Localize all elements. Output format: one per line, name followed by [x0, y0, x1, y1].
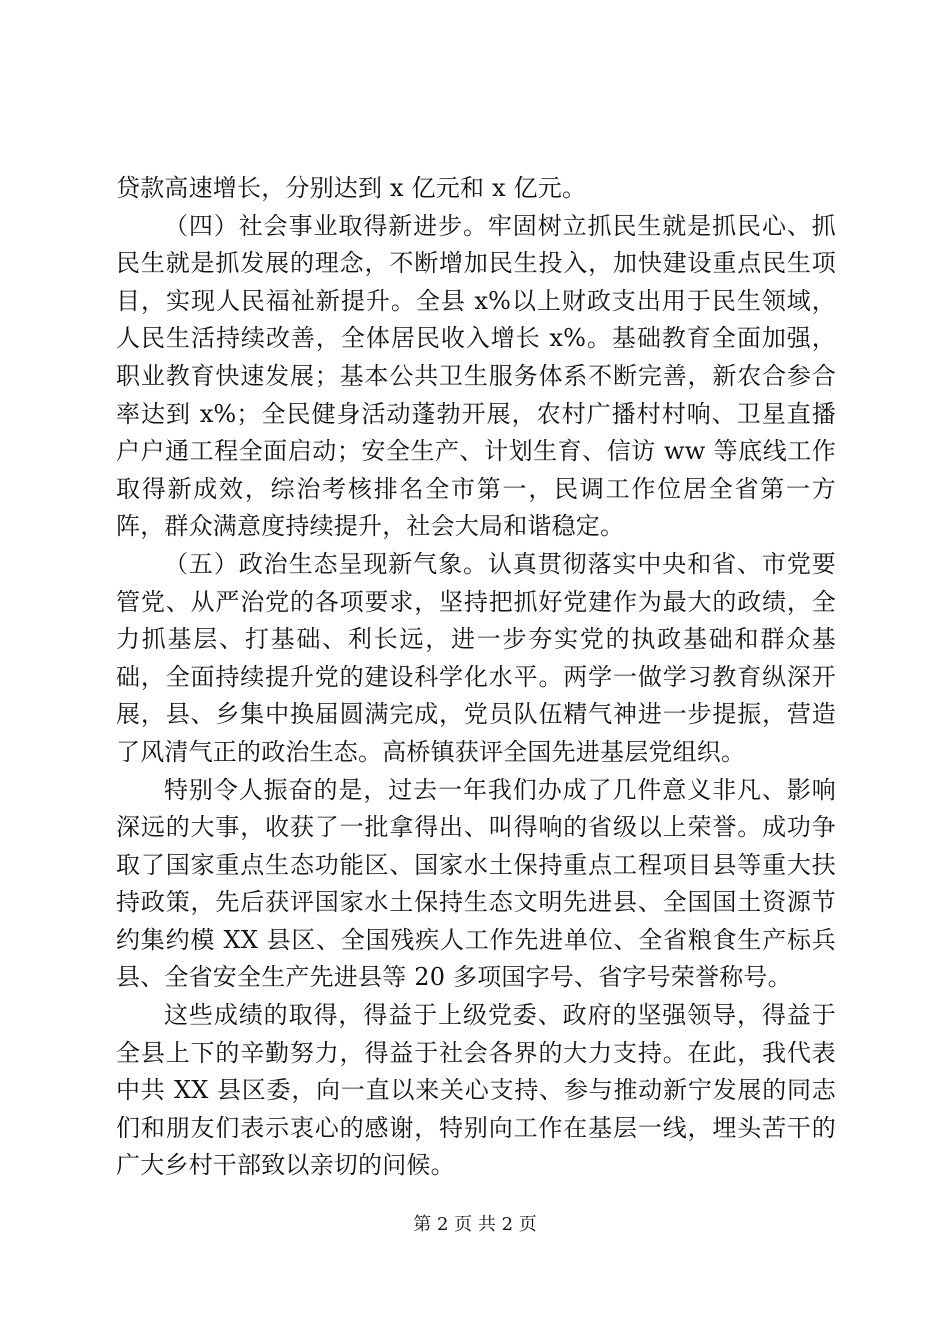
- paragraph-political-ecology: （五）政治生态呈现新气象。认真贯彻落实中央和省、市党要管党、从严治党的各项要求，坚持把抓好党建作为最大的政绩，全力抓基层、打基础、利长远，进一步夯实党的执政基础和群众基础，全面持续提升党的建设科学化水平。两学一做学习教育纵深开展，县、乡集中换届圆满完成，党员队伍精气神进一步提振，营造了风清气正的政治生态。高桥镇获评全国先进基层党组织。: [116, 549, 836, 766]
- paragraph-honors: 特别令人振奋的是，过去一年我们办成了几件意义非凡、影响深远的大事，收获了一批拿得出、叫得响的省级以上荣誉。成功争取了国家重点生态功能区、国家水土保持重点工程项目县等重大扶持政策，先后获评国家水土保持生态文明先进县、全国国土资源节约集约模 XX 县区、全国残疾人工作先进单位、全省粮食生产标兵县、全省安全生产先进县等 20 多项国字号、省字号荣誉称号。: [116, 775, 836, 992]
- document-body: [116, 170, 836, 1185]
- paragraph-social-affairs: （四）社会事业取得新进步。牢固树立抓民生就是抓民心、抓民生就是抓发展的理念，不断增加民生投入，加快建设重点民生项目，实现人民福祉新提升。全县 x%以上财政支出用于民生领域，人民生活持续改善，全体居民收入增长 x%。基础教育全面加强，职业教育快速发展；基本公共卫生服务体系不断完善，新农合参合率达到 x%；全民健身活动蓬勃开展，农村广播村村响、卫星直播户户通工程全面启动；安全生产、计划生育、信访 ww 等底线工作取得新成效，综治考核排名全市第一，民调工作位居全省第一方阵，群众满意度持续提升，社会大局和谐稳定。: [116, 211, 836, 541]
- page-number-footer: 第 2 页 共 2 页: [413, 1214, 537, 1235]
- paragraph-thanks: 这些成绩的取得，得益于上级党委、政府的坚强领导，得益于全县上下的辛勤努力，得益于社会各界的大力支持。在此，我代表中共 XX 县区委，向一直以来关心支持、参与推动新宁发展的同志们和朋友们表示衷心的感谢，特别向工作在基层一线，埋头苦干的广大乡村干部致以亲切的问候。: [116, 1001, 836, 1180]
- paragraph-continuation: 贷款高速增长，分别达到 x 亿元和 x 亿元。: [116, 174, 587, 202]
